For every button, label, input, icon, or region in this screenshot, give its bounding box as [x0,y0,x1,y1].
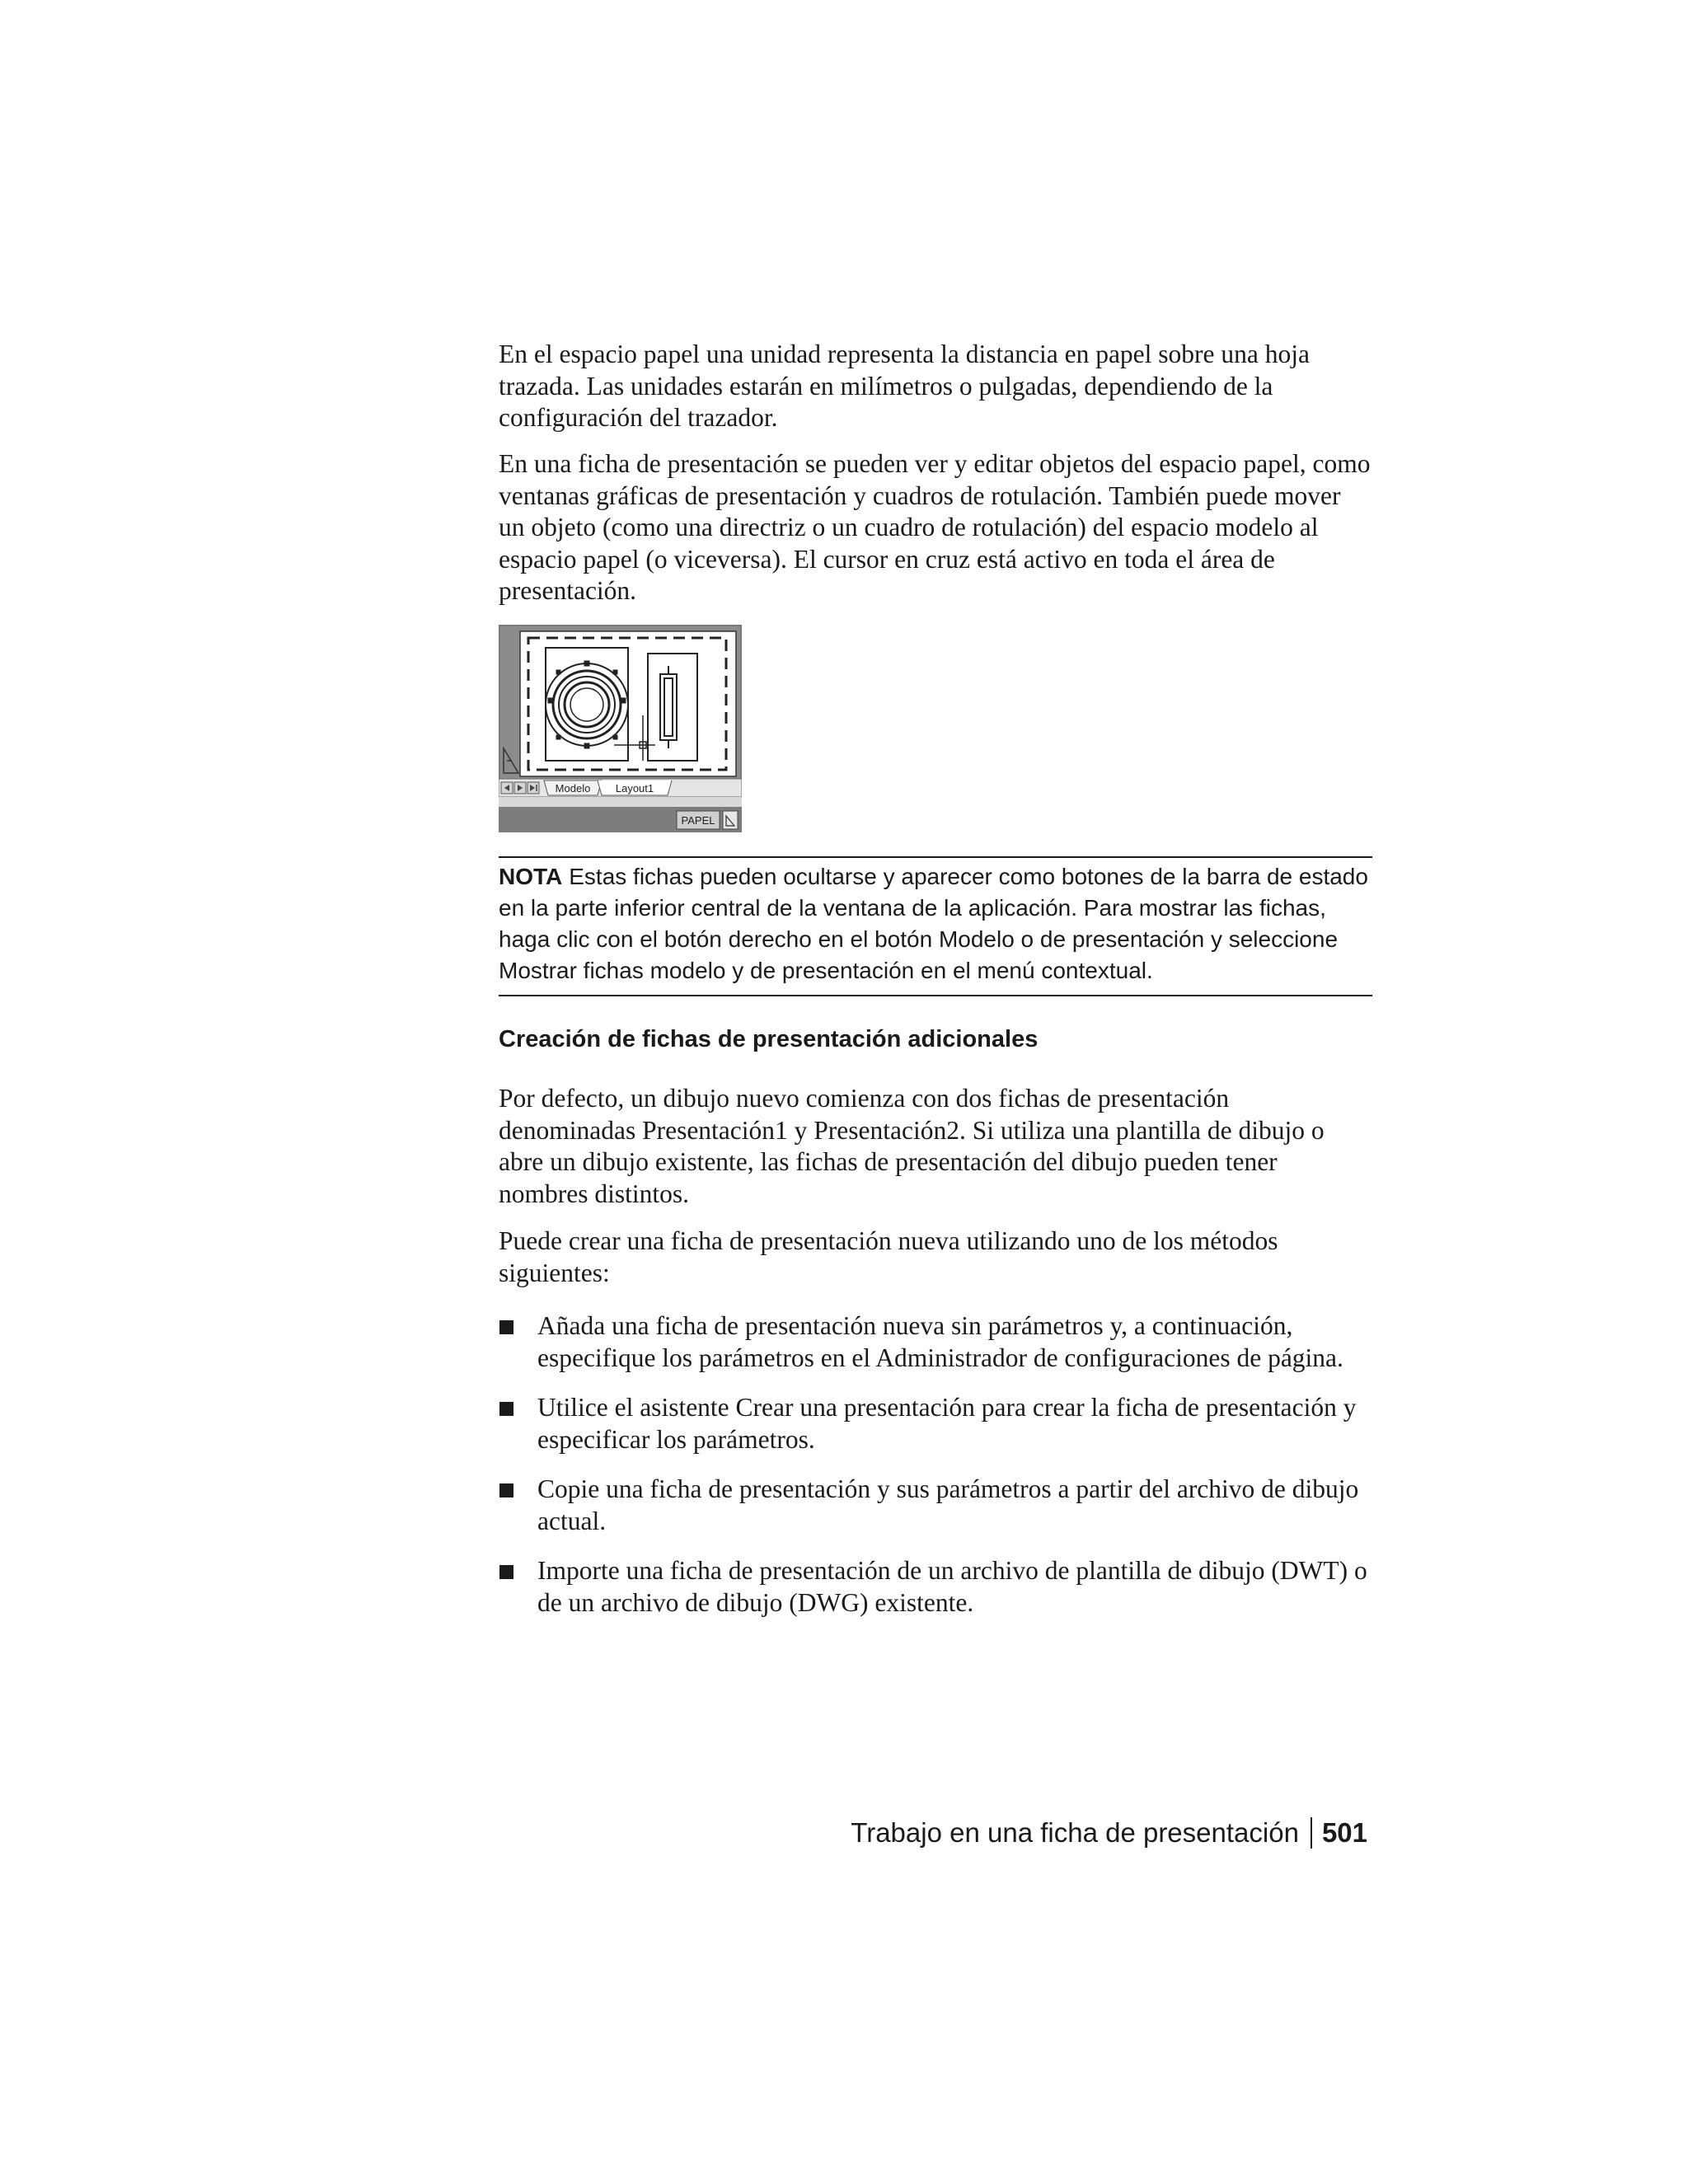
list-item [499,1555,1381,1619]
bullet-square-icon [499,1402,513,1416]
note-label: NOTA [499,864,563,889]
list-item-text: Copie una ficha de presentación y sus parámetros a partir del archivo de dibujo actual. [537,1474,1359,1535]
paragraph-default-layouts: Por defecto, un dibujo nuevo comienza con dos fichas de presentación denominadas Presentación1 y Presentación2. Si utiliza una plantilla de dibujo o abre un dibujo existente, las fichas de presentación del dibujo pueden tener nombres distintos. [499,1084,1325,1208]
bullet-square-icon [499,1483,513,1497]
list-item-text: Añada una ficha de presentación nueva sin parámetros y, a continuación, especifique los parámetros en el Administrador de configuraciones de página. [537,1311,1343,1372]
section-heading: Creación de fichas de presentación adicionales [499,1026,1039,1052]
footer-title: Trabajo en una ficha de presentación [851,1817,1299,1848]
bullet-square-icon [499,1565,513,1579]
paragraph-layout-tab-editing: En una ficha de presentación se pueden ver y editar objetos del espacio papel, como ventanas gráficas de presentación y cuadros de rotulación. También puede mover un objeto (como una directriz o un cuadro de rotulación) del espacio modelo al espacio papel (o viceversa). El cursor en cruz está activo en toda el área de presentación. [499,449,1371,605]
status-tray-icon [723,811,738,829]
tab-modelo-label: Modelo [555,782,591,794]
footer-separator [1311,1817,1312,1849]
methods-list [499,1310,1381,1637]
papel-button-label: PAPEL [681,814,715,827]
note-rule-top [499,856,1372,858]
list-item-text: Importe una ficha de presentación de un archivo de plantilla de dibujo (DWT) o de un archivo de dibujo (DWG) existente. [537,1556,1367,1617]
page-footer [851,1816,1367,1849]
tab-scroll-buttons [501,782,539,794]
list-item-text: Utilice el asistente Crear una presentación para crear la ficha de presentación y especificar los parámetros. [537,1393,1357,1454]
paragraph-methods-intro: Puede crear una ficha de presentación nueva utilizando uno de los métodos siguientes: [499,1226,1278,1287]
note-rule-bottom [499,995,1372,996]
note-block [499,861,1376,987]
note-text: Estas fichas pueden ocultarse y aparecer como botones de la barra de estado en la parte inferior central de la ventana de la aplicación. Para mostrar las fichas, haga clic con el botón derecho en el botón Modelo o de presentación y seleccione Mostrar fichas modelo y de presentación en el menú contextual. [499,864,1368,983]
layout-tab-screenshot [499,625,742,832]
list-item [499,1310,1381,1374]
paragraph-paper-space-units: En el espacio papel una unidad representa la distancia en papel sobre una hoja trazada. Las unidades estarán en milímetros o pulgadas, dependiendo de la configuración del trazador. [499,340,1310,432]
list-item [499,1392,1381,1455]
list-item [499,1474,1381,1537]
page-number: 501 [1321,1817,1367,1848]
bullet-square-icon [499,1320,513,1334]
tab-layout1-label: Layout1 [615,782,654,794]
